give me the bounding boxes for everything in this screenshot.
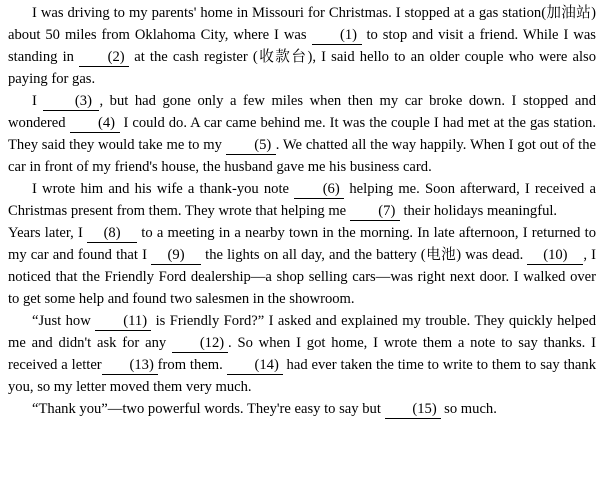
paragraph-2 bbox=[8, 90, 596, 178]
blank-15: (15) bbox=[385, 401, 441, 419]
blank-12: (12) bbox=[172, 335, 228, 353]
blank-4: (4) bbox=[70, 115, 120, 133]
paragraph-text: Years later, I bbox=[8, 225, 88, 241]
paragraph-text: I was driving to my parents' home in Missouri for Christmas. I stopped at a gas station(加油站) about 50 miles from Oklahoma City, where I was bbox=[8, 5, 596, 43]
paragraph-text: I could do. A car came behind me. It was the couple I had met at the gas station. They said they would take me to my bbox=[8, 115, 596, 153]
paragraph-text: “Just how bbox=[32, 313, 96, 329]
paragraph-text: the lights on all day, and the battery (电池) was dead. bbox=[201, 247, 528, 263]
paragraph-text: . So when I got home, I wrote them a note to say thanks. I received a letter bbox=[8, 335, 596, 373]
paragraph-text: , but had gone only a few miles when then my car broke down. I stopped and wondered bbox=[8, 93, 596, 131]
blank-13: (13) bbox=[102, 357, 158, 375]
paragraph-text: helping me. Soon afterward, I received a Christmas present from them. They wrote that helping me bbox=[8, 181, 597, 219]
blank-11: (11) bbox=[95, 313, 151, 331]
paragraph-text: , I noticed that the Friendly Ford dealership—a shop selling cars—was right next door. I walked over to get some help and found two salesmen in the showroom. bbox=[8, 247, 597, 307]
paragraph-text: from them. bbox=[157, 357, 227, 373]
paragraph-text: to stop and visit a friend. While I was standing in bbox=[8, 27, 596, 65]
paragraph-text: had ever taken the time to write to them to say thank you, so my letter moved them very much. bbox=[8, 357, 597, 395]
paragraph-text: “Thank you”—two powerful words. They're easy to say but bbox=[32, 401, 385, 417]
paragraph-6 bbox=[8, 398, 596, 420]
blank-6: (6) bbox=[294, 181, 344, 199]
paragraph-text: I wrote him and his wife a thank-you note bbox=[32, 181, 295, 197]
paragraph-5 bbox=[8, 310, 596, 398]
paragraph-text: is Friendly Ford?” I asked and explained my trouble. They quickly helped me and didn't ask for any bbox=[8, 313, 596, 351]
blank-14: (14) bbox=[227, 357, 283, 375]
paragraph-3 bbox=[8, 178, 596, 222]
blank-5: (5) bbox=[226, 137, 276, 155]
paragraph-text: their holidays meaningful. bbox=[399, 203, 558, 219]
blank-8: (8) bbox=[87, 225, 137, 243]
blank-3: (3) bbox=[43, 93, 99, 111]
paragraph-4 bbox=[8, 222, 596, 310]
blank-9: (9) bbox=[151, 247, 201, 265]
paragraph-text: to a meeting in a nearby town in the morning. In late afternoon, I returned to my car and found that I bbox=[8, 225, 596, 263]
paragraph-text: . We chatted all the way happily. When I got out of the car in front of my friend's house, the husband gave me his business card. bbox=[8, 137, 596, 175]
paragraph-text: I bbox=[32, 93, 44, 109]
blank-2: (2) bbox=[79, 49, 129, 67]
paragraph-1 bbox=[8, 2, 596, 90]
blank-10: (10) bbox=[527, 247, 583, 265]
paragraph-text: at the cash register (收款台), I said hello to an older couple who were also paying for gas. bbox=[8, 49, 596, 87]
blank-7: (7) bbox=[350, 203, 400, 221]
blank-1: (1) bbox=[312, 27, 362, 45]
paragraph-text: so much. bbox=[440, 401, 497, 417]
